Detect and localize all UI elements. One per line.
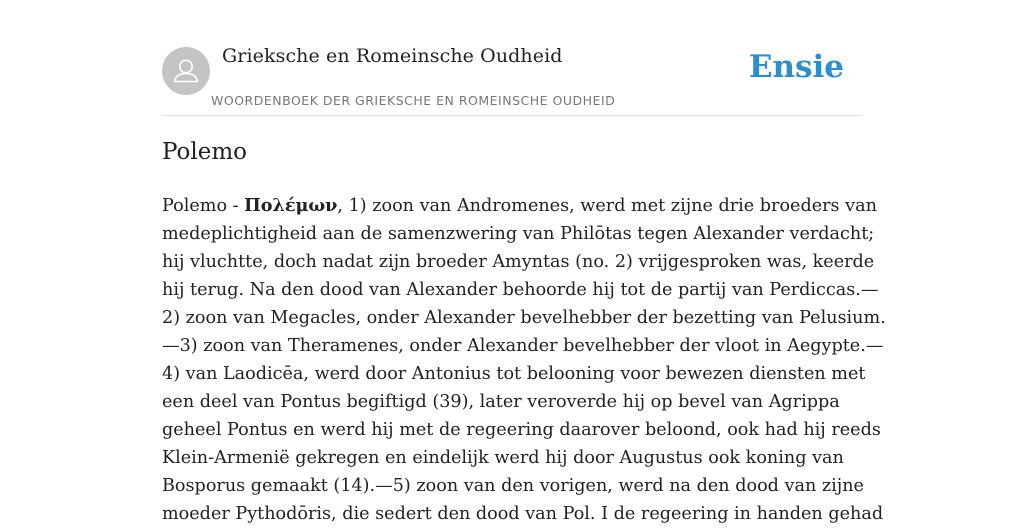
- entry-line: moeder Pythodōris, die sedert den dood van Pol. I de regeering in handen gehad: [162, 504, 884, 524]
- entry-line: geheel Pontus en werd hij met de regeering daarover beloond, ook had hij reeds: [162, 420, 881, 440]
- dictionary-subtitle: WOORDENBOEK DER GRIEKSCHE EN ROMEINSCHE OUDHEID: [211, 93, 616, 108]
- entry-line-text: , 1) zoon van Andromenes, werd met zijne drie broeders van: [337, 196, 877, 216]
- entry-line: hij vluchtte, doch nadat zijn broeder Amyntas (no. 2) vrijgesproken was, keerde: [162, 252, 875, 272]
- entry-line: Bosporus gemaakt (14).—5) zoon van den vorigen, werd na den dood van zijne: [162, 476, 864, 496]
- entry-lead: Polemo -: [162, 196, 245, 216]
- page-container: [162, 0, 886, 524]
- entry-line: —3) zoon van Theramenes, onder Alexander bevelhebber der vloot in Aegypte.—: [162, 336, 884, 356]
- entry-line: Klein-Armenië gekregen en eindelijk werd hij door Augustus ook koning van: [162, 448, 844, 468]
- avatar[interactable]: [162, 47, 210, 95]
- entry-line: hij terug. Na den dood van Alexander behoorde hij tot de partij van Perdiccas.—: [162, 280, 879, 300]
- entry-line: [162, 192, 877, 220]
- user-icon: [162, 47, 210, 95]
- entry-line: 4) van Laodicēa, werd door Antonius tot belooning voor bewezen diensten met: [162, 364, 866, 384]
- greek-term: Πολέμων: [244, 195, 338, 216]
- site-header: [162, 0, 862, 116]
- entry-line: 2) zoon van Megacles, onder Alexander bevelhebber der bezetting van Pelusium.: [162, 308, 886, 328]
- entry-body: [162, 192, 886, 528]
- ensie-logo-link[interactable]: Ensie: [748, 49, 844, 85]
- dictionary-title-link[interactable]: Grieksche en Romeinsche Oudheid: [222, 45, 563, 67]
- entry-line: medeplichtigheid aan de samenzwering van Philōtas tegen Alexander verdacht;: [162, 224, 875, 244]
- entry-line: een deel van Pontus begiftigd (39), later veroverde hij op bevel van Agrippa: [162, 392, 840, 412]
- header-divider: [162, 115, 862, 116]
- entry-title: Polemo: [162, 139, 248, 165]
